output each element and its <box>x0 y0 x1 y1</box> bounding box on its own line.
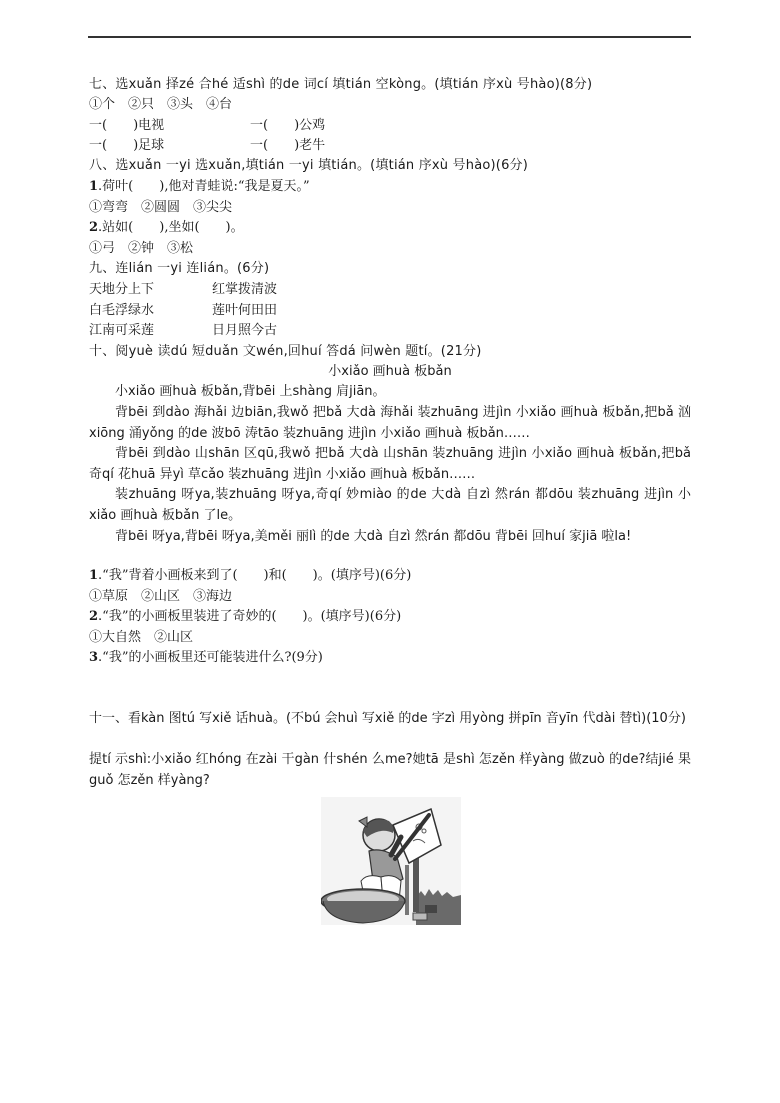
match-right-1: 红掌拨清波 <box>212 282 278 297</box>
section8-q1 <box>89 178 310 196</box>
section8-q1-options: ①弯弯 ②圆圆 ③尖尖 <box>89 200 233 215</box>
question-number: 2 <box>89 609 99 624</box>
question-number: 2 <box>89 220 99 235</box>
section10-q1 <box>89 567 411 585</box>
question-number: 3 <box>89 650 99 665</box>
question-text: .站如( ),坐如( )。 <box>98 220 244 235</box>
passage-paragraph-2: 背bēi 到dào 海hǎi 边biān,我wǒ 把bǎ 大dà 海hǎi 装zhuāng 进jìn 小xiǎo 画huà 板bǎn,把bǎ 汹xiōng 涌yǒng 的de 波bō 涛tāo 装zhuāng 进jìn 小xiǎo 画huà 板bǎn…… <box>89 405 691 441</box>
passage-paragraph-1: 小xiǎo 画huà 板bǎn,背bēi 上shàng 肩jiān。 <box>115 384 386 399</box>
question-number: 1 <box>89 568 99 583</box>
section9-title: 九、连lián 一yi 连lián。(6分) <box>89 261 270 276</box>
passage-paragraph-5: 背bēi 呀ya,背bēi 呀ya,美měi 丽lì 的de 大dà 自zì 然rán 都dōu 背bēi 回huí 家jiā 啦la! <box>115 529 632 544</box>
section10-q1-options: ①草原 ②山区 ③海边 <box>89 589 233 604</box>
section7-row1-right: 一( )公鸡 <box>250 118 326 133</box>
match-right-2: 莲叶何田田 <box>212 303 278 318</box>
passage-title: 小xiǎo 画huà 板bǎn <box>328 364 452 379</box>
passage-paragraph-4: 装zhuāng 呀ya,装zhuāng 呀ya,奇qí 妙miào 的de 大dà 自zì 然rán 都dōu 装zhuāng 进jìn 小xiǎo 画huà 板bǎn 了le。 <box>89 487 691 523</box>
match-right-3: 日月照今古 <box>212 323 278 338</box>
girl-with-basin-illustration-icon <box>321 797 461 925</box>
match-left-3: 江南可采莲 <box>89 323 155 338</box>
question-text: .“我”背着小画板来到了( )和( )。(填序号)(6分) <box>98 568 412 583</box>
section11-title: 十一、看kàn 图tú 写xiě 话huà。(不bú 会huì 写xiě 的de 字zì 用yòng 拼pīn 音yīn 代dài 替tì)(10分) <box>89 711 686 726</box>
match-left-1: 天地分上下 <box>89 282 155 297</box>
passage-paragraph-3: 背bēi 到dào 山shān 区qū,我wǒ 把bǎ 大dà 山shān 装zhuāng 进jìn 小xiǎo 画huà 板bǎn,把bǎ 奇qí 花huā 异yì 草cǎo 装zhuāng 进jìn 小xiǎo 画huà 板bǎn…… <box>89 446 691 482</box>
section10-q2-options: ①大自然 ②山区 <box>89 630 194 645</box>
section7-row1-left: 一( )电视 <box>89 118 165 133</box>
header-rule <box>88 36 691 38</box>
section10-q2 <box>89 608 401 626</box>
section11-hint: 提tí 示shì:小xiǎo 红hóng 在zài 干gàn 什shén 么me?她tā 是shì 怎zěn 样yàng 做zuò 的de?结jié 果guǒ 怎zěn 样yàng? <box>89 752 691 788</box>
match-left-2: 白毛浮绿水 <box>89 303 155 318</box>
section7-row2-right: 一( )老牛 <box>250 138 326 153</box>
section10-q3 <box>89 649 323 667</box>
illustration-girl-painting <box>321 797 461 925</box>
section7-row2-left: 一( )足球 <box>89 138 165 153</box>
section8-title: 八、选xuǎn 一yi 选xuǎn,填tián 一yi 填tián。(填tián 序xù 号hào)(6分) <box>89 158 529 173</box>
section7-options: ①个 ②只 ③头 ④台 <box>89 97 233 112</box>
section7-title: 七、选xuǎn 择zé 合hé 适shì 的de 词cí 填tián 空kòng。(填tián 序xù 号hào)(8分) <box>89 77 593 92</box>
question-number: 1 <box>89 179 99 194</box>
question-text: .荷叶( ),他对青蛙说:“我是夏天。” <box>98 179 310 194</box>
section8-q2-options: ①弓 ②钟 ③松 <box>89 241 194 256</box>
question-text: .“我”的小画板里还可能装进什么?(9分) <box>98 650 323 665</box>
question-text: .“我”的小画板里装进了奇妙的( )。(填序号)(6分) <box>98 609 402 624</box>
section8-q2 <box>89 219 244 237</box>
section10-title: 十、阅yuè 读dú 短duǎn 文wén,回huí 答dá 问wèn 题tí。(21分) <box>89 344 482 359</box>
